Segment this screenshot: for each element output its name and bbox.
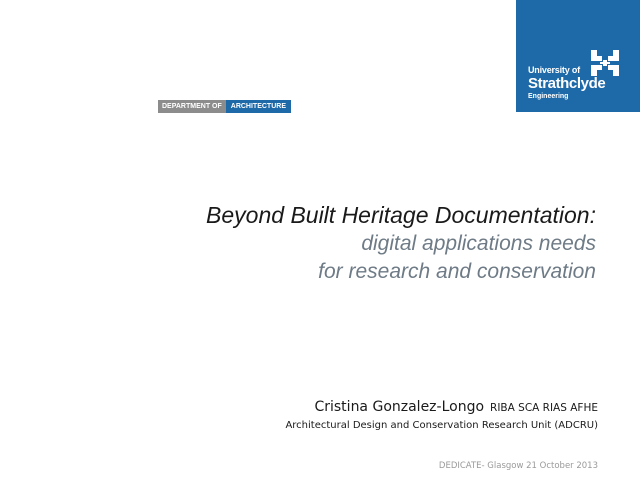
slide-subtitle-line-2: for research and conservation: [318, 260, 596, 283]
author-block: [285, 397, 598, 434]
title-block: [206, 200, 596, 286]
logo-wordmark: [528, 66, 605, 100]
department-name: ARCHITECTURE: [226, 100, 291, 113]
author-line: [285, 397, 598, 418]
author-name: Cristina Gonzalez-Longo: [314, 399, 485, 415]
logo-strathclyde: Strathclyde: [528, 75, 606, 92]
slide-subtitle-line-1: digital applications needs: [361, 232, 596, 255]
university-logo: [516, 0, 640, 112]
author-unit: Architectural Design and Conservation Research Unit (ADCRU): [285, 420, 598, 431]
event-footer: DEDICATE- Glasgow 21 October 2013: [438, 461, 598, 471]
department-prefix: DEPARTMENT OF: [158, 100, 226, 113]
slide-title: Beyond Built Heritage Documentation:: [206, 202, 596, 228]
department-label: [158, 100, 291, 113]
logo-university-of: University of: [528, 65, 580, 75]
author-credentials: RIBA SCA RIAS AFHE: [490, 402, 598, 414]
logo-engineering: Engineering: [528, 93, 569, 100]
